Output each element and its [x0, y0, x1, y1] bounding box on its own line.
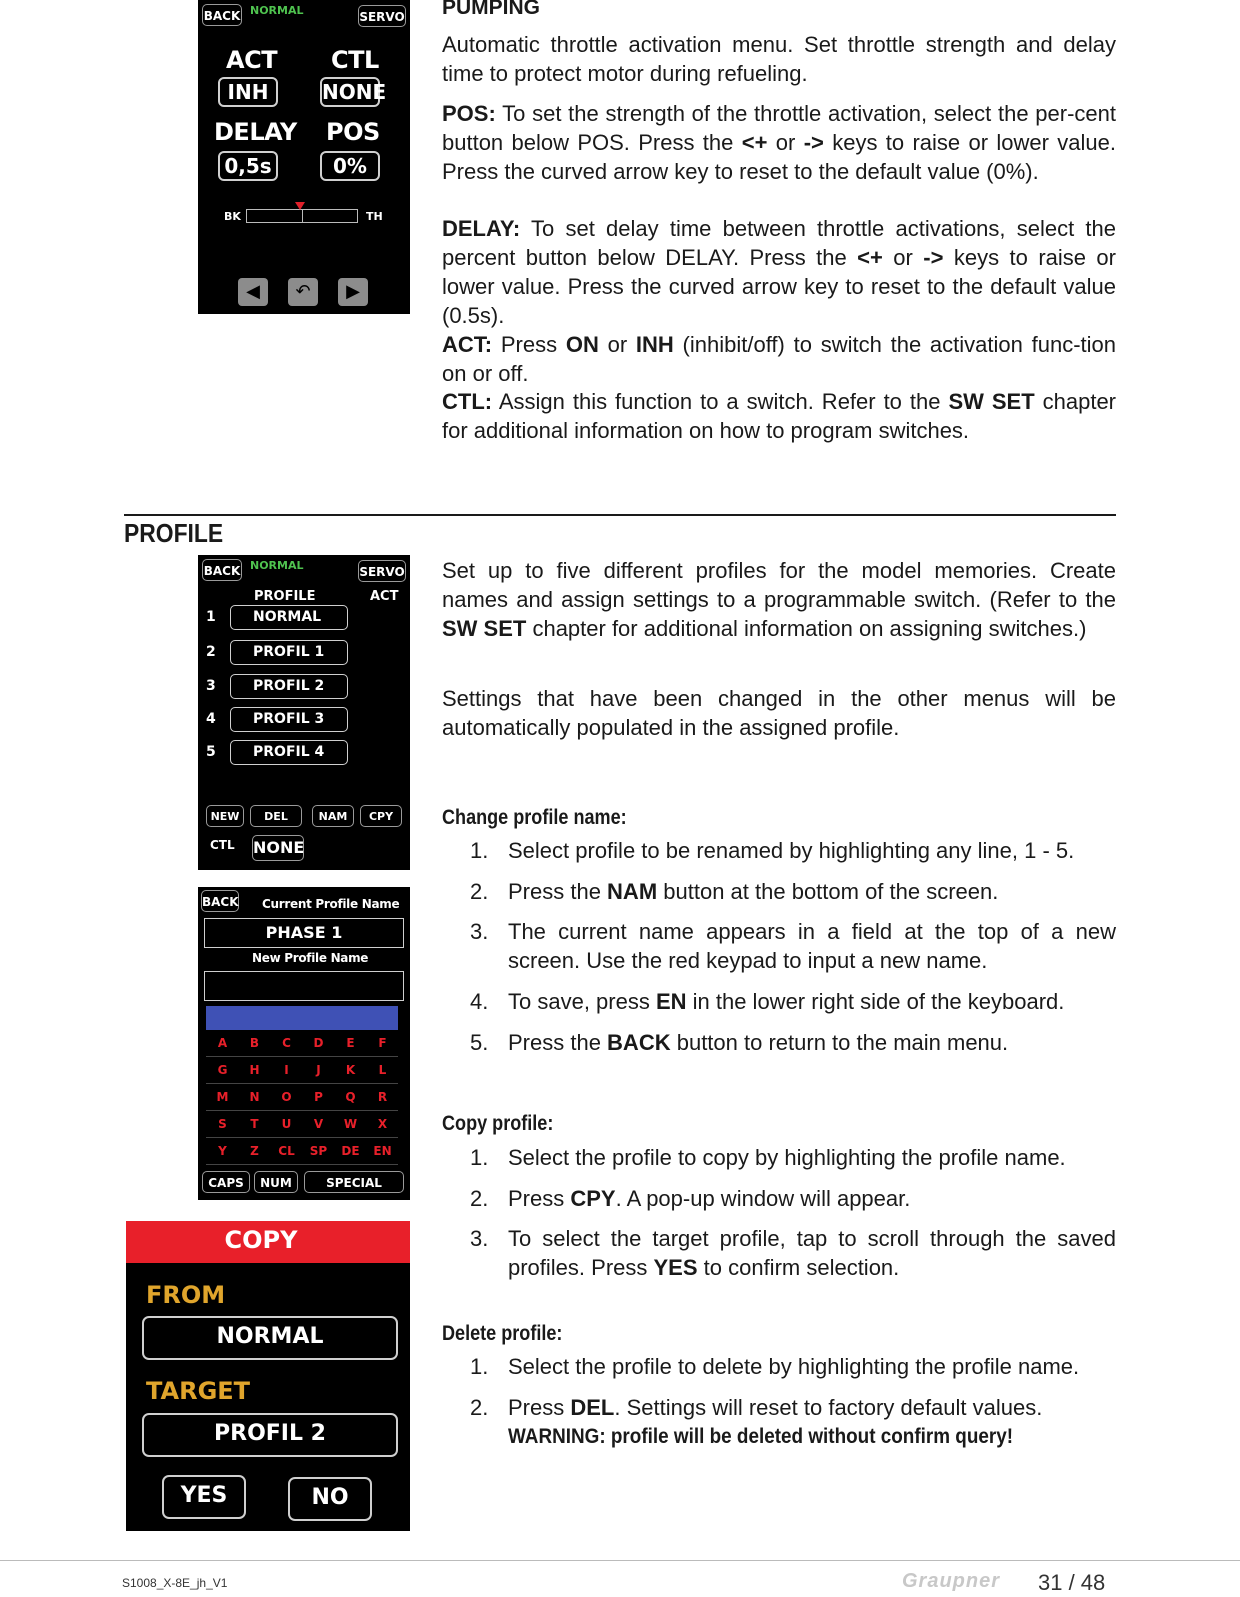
step-text-post: button at the bottom of the screen.: [657, 879, 999, 904]
profile-row-name[interactable]: NORMAL: [230, 605, 348, 630]
del-button[interactable]: DEL: [250, 805, 302, 827]
copy-title: COPY: [224, 1226, 298, 1254]
footer-brand-logo: Graupner: [902, 1570, 1001, 1592]
step-item: [470, 1352, 1116, 1381]
key-a[interactable]: A: [217, 1036, 228, 1050]
key-de[interactable]: DE: [341, 1144, 360, 1158]
ctl-term: CTL:: [442, 389, 493, 414]
step-text-post: to confirm selection.: [697, 1255, 900, 1280]
profile-row-number: 3: [206, 678, 216, 694]
step-item: [470, 1393, 1116, 1422]
delete-profile-heading: Delete profile:: [442, 1322, 563, 1345]
profile-row-name[interactable]: PROFIL 3: [230, 707, 348, 732]
key-d[interactable]: D: [313, 1036, 324, 1050]
copy-popup: [126, 1221, 410, 1531]
step-text-pre: The current name appears in a field at the top of a new screen. Use the red keypad to input a new name.: [508, 919, 1116, 973]
pumping-screen: [198, 0, 410, 314]
throttle-bar-center: [302, 210, 303, 222]
delete-warning: WARNING: profile will be deleted without confirm query!: [508, 1425, 1014, 1448]
copy-profile-heading: Copy profile:: [442, 1112, 554, 1135]
act-label: ACT: [226, 46, 278, 74]
th-label: TH: [366, 210, 383, 223]
ctl-swset: SW SET: [948, 389, 1035, 414]
key-s[interactable]: S: [218, 1117, 227, 1131]
caps-button[interactable]: CAPS: [202, 1171, 250, 1193]
step-item: [470, 917, 1116, 975]
new-name-label: New Profile Name: [252, 951, 369, 965]
act-or: or: [598, 332, 636, 357]
footer-doc-id: S1008_X-8E_jh_V1: [122, 1576, 228, 1590]
step-keyword: CPY: [570, 1186, 616, 1211]
increase-button[interactable]: ▶: [338, 278, 368, 306]
no-button[interactable]: NO: [288, 1477, 372, 1521]
key-n[interactable]: N: [249, 1090, 260, 1104]
step-number: 5.: [470, 1030, 489, 1055]
act-inh: INH: [635, 332, 674, 357]
step-text-pre: Select profile to be renamed by highlighting any line, 1 - 5.: [508, 838, 1075, 863]
reset-button[interactable]: ↶: [288, 278, 318, 306]
profile-settings-paragraph: Settings that have been changed in the other menus will be automatically populated in the assigned profile.: [442, 686, 1116, 740]
servo-button[interactable]: SERVO: [358, 560, 406, 582]
act-on: ON: [565, 332, 599, 357]
delay-text-1: To set delay time between throttle activations, select the percent button below DELAY. Press the: [442, 216, 1116, 270]
profile-column-header: PROFILE: [254, 589, 316, 604]
ctl-switch-button[interactable]: NONE: [252, 835, 304, 861]
step-item: [470, 1028, 1116, 1057]
mode-indicator: NORMAL: [250, 559, 304, 572]
profile-row-number: 5: [206, 744, 216, 760]
step-number: 3.: [470, 1226, 489, 1251]
profile-row-name[interactable]: PROFIL 2: [230, 674, 348, 699]
current-name-label: Current Profile Name: [262, 897, 400, 911]
step-number: 2.: [470, 879, 489, 904]
key-o[interactable]: O: [281, 1090, 292, 1104]
key-h[interactable]: H: [249, 1063, 260, 1077]
step-text-pre: To select the target profile, tap to scroll through the saved profiles. Press: [508, 1226, 1116, 1280]
throttle-marker-icon: [295, 202, 305, 210]
delay-value-button[interactable]: 0,5s: [218, 151, 278, 181]
step-text-post: . Settings will reset to factory default values.: [614, 1395, 1043, 1420]
step-keyword: NAM: [607, 879, 658, 904]
profile-intro: [442, 556, 1116, 643]
delay-term: DELAY:: [442, 216, 521, 241]
footer-rule: [0, 1560, 1240, 1561]
bk-label: BK: [224, 210, 241, 223]
profile-row-number: 4: [206, 711, 216, 727]
pumping-delay-paragraph: [442, 214, 1116, 330]
key-z[interactable]: Z: [250, 1144, 259, 1158]
profile-row-name[interactable]: PROFIL 4: [230, 740, 348, 765]
step-number: 1.: [470, 838, 489, 863]
step-text: [508, 1224, 1116, 1282]
step-text: [508, 987, 1116, 1016]
step-item: [470, 836, 1116, 865]
pos-term: POS:: [442, 101, 496, 126]
mode-indicator: NORMAL: [250, 4, 304, 17]
step-text: [508, 917, 1116, 975]
servo-button[interactable]: SERVO: [358, 5, 406, 27]
step-number: 1.: [470, 1145, 489, 1170]
profile-row-number: 2: [206, 644, 216, 660]
step-text: [508, 877, 1116, 906]
ctl-text-2: chapter for additional information on how to program switches.: [442, 389, 1117, 443]
pumping-pos-paragraph: [442, 99, 1116, 186]
pos-key-2: ->: [803, 130, 824, 155]
step-item: [470, 1224, 1116, 1282]
step-text-pre: Press the: [508, 879, 608, 904]
key-b[interactable]: B: [249, 1036, 260, 1050]
pos-or: or: [767, 130, 804, 155]
current-name-field: PHASE 1: [204, 918, 404, 948]
step-text-post: button to return to the main menu.: [670, 1030, 1009, 1055]
delay-key-1: <+: [857, 245, 883, 270]
step-text-pre: Press: [508, 1395, 571, 1420]
back-button[interactable]: BACK: [202, 559, 242, 581]
key-sp[interactable]: SP: [309, 1144, 328, 1158]
key-en[interactable]: EN: [373, 1144, 392, 1158]
step-item: [470, 877, 1116, 906]
step-number: 2.: [470, 1395, 489, 1420]
step-number: 1.: [470, 1354, 489, 1379]
cpy-button[interactable]: CPY: [360, 805, 402, 827]
key-x[interactable]: X: [377, 1117, 388, 1131]
act-column-header: ACT: [370, 589, 399, 604]
key-m[interactable]: M: [216, 1090, 229, 1104]
back-button[interactable]: BACK: [201, 890, 239, 912]
step-text-pre: Select the profile to copy by highlighting the profile name.: [508, 1145, 1066, 1170]
step-keyword: EN: [655, 989, 687, 1014]
key-y[interactable]: Y: [218, 1144, 227, 1158]
key-r[interactable]: R: [377, 1090, 388, 1104]
step-item: [470, 1143, 1116, 1172]
profile-row-number: 1: [206, 609, 216, 625]
step-text: [508, 836, 1116, 865]
step-text-pre: Press the: [508, 1030, 608, 1055]
step-text-pre: Select the profile to delete by highlighting the profile name.: [508, 1354, 1080, 1379]
from-label: FROM: [146, 1281, 226, 1309]
special-button[interactable]: SPECIAL: [304, 1171, 404, 1193]
step-number: 3.: [470, 919, 489, 944]
step-text-pre: To save, press: [508, 989, 656, 1014]
step-text-pre: Press: [508, 1186, 571, 1211]
step-item: [470, 1184, 1116, 1213]
profile-intro-1: Set up to five different profiles for the model memories. Create names and assign settings to a programmable switch. (Refer to the: [442, 558, 1116, 612]
name-entry-screen: [198, 887, 410, 1200]
profile-intro-swset: SW SET: [442, 616, 527, 641]
step-text-post: in the lower right side of the keyboard.: [686, 989, 1065, 1014]
pos-key-1: <+: [741, 130, 768, 155]
throttle-bar: [246, 209, 358, 223]
step-text: [508, 1143, 1116, 1172]
key-j[interactable]: J: [316, 1063, 321, 1077]
key-u[interactable]: U: [281, 1117, 292, 1131]
key-cl[interactable]: CL: [278, 1144, 295, 1158]
ctl-text-1: Assign this function to a switch. Refer to the: [492, 389, 949, 414]
pumping-heading: PUMPING: [442, 0, 541, 19]
nam-button[interactable]: NAM: [312, 805, 354, 827]
delay-or: or: [882, 245, 924, 270]
target-label: TARGET: [146, 1377, 251, 1405]
act-text-1: Press: [492, 332, 566, 357]
num-button[interactable]: NUM: [254, 1171, 298, 1193]
act-term: ACT:: [442, 332, 493, 357]
step-number: 2.: [470, 1186, 489, 1211]
yes-button[interactable]: YES: [162, 1475, 246, 1519]
keyboard-top-bar: [206, 1006, 398, 1030]
delay-text-2: keys to raise or lower value. Press the curved arrow key to reset to the default value (0.5s).: [442, 245, 1116, 328]
step-item: [470, 987, 1116, 1016]
pumping-act-paragraph: [442, 330, 1116, 388]
new-name-input[interactable]: [204, 971, 404, 1001]
key-t[interactable]: T: [250, 1117, 259, 1131]
key-w[interactable]: W: [343, 1117, 358, 1131]
ctl-value-button[interactable]: NONE: [320, 77, 380, 107]
key-g[interactable]: G: [217, 1063, 228, 1077]
step-keyword: DEL: [570, 1395, 615, 1420]
step-text: [508, 1184, 1116, 1213]
profile-screen: [198, 555, 410, 870]
change-name-heading: Change profile name:: [442, 806, 627, 829]
from-value: NORMAL: [142, 1316, 398, 1360]
act-value-button[interactable]: INH: [218, 77, 278, 107]
key-p[interactable]: P: [314, 1090, 323, 1104]
key-l[interactable]: L: [378, 1063, 387, 1077]
ctl-label: CTL: [210, 838, 235, 852]
profile-intro-2: chapter for additional information on assigning switches.): [526, 616, 1087, 641]
step-number: 4.: [470, 989, 489, 1014]
key-k[interactable]: K: [345, 1063, 356, 1077]
step-keyword: YES: [653, 1255, 698, 1280]
delay-key-2: ->: [923, 245, 944, 270]
footer-page-number: 31 / 48: [1038, 1570, 1106, 1595]
profile-row-name[interactable]: PROFIL 1: [230, 640, 348, 665]
pumping-ctl-paragraph: [442, 387, 1116, 445]
key-q[interactable]: Q: [345, 1090, 356, 1104]
key-e[interactable]: E: [346, 1036, 355, 1050]
profile-heading: PROFILE: [124, 518, 224, 548]
step-keyword: BACK: [607, 1030, 671, 1055]
decrease-button[interactable]: ◀: [238, 278, 268, 306]
step-text: [508, 1352, 1116, 1381]
delay-label: DELAY: [214, 118, 297, 146]
step-text: [508, 1393, 1116, 1422]
key-v[interactable]: V: [313, 1117, 324, 1131]
pos-text-2: keys to raise or lower value. Press the curved arrow key to reset to the default value (0%).: [442, 130, 1117, 184]
target-value-button[interactable]: PROFIL 2: [142, 1413, 398, 1457]
new-button[interactable]: NEW: [206, 805, 244, 827]
act-text-2: (inhibit/off) to switch the activation func-tion on or off.: [442, 332, 1116, 386]
key-i[interactable]: I: [284, 1063, 289, 1077]
ctl-label: CTL: [331, 46, 379, 74]
step-text: [508, 1028, 1116, 1057]
back-button[interactable]: BACK: [202, 4, 242, 26]
pos-label: POS: [326, 118, 380, 146]
key-f[interactable]: F: [378, 1036, 387, 1050]
pumping-intro: Automatic throttle activation menu. Set throttle strength and delay time to protect motor during refueling.: [442, 32, 1116, 86]
step-text-post: . A pop-up window will appear.: [615, 1186, 911, 1211]
pos-value-button[interactable]: 0%: [320, 151, 380, 181]
section-divider: [124, 514, 1116, 516]
pos-text-1: To set the strength of the throttle activation, select the per-cent button below POS. Press the: [442, 101, 1116, 155]
key-c[interactable]: C: [282, 1036, 291, 1050]
